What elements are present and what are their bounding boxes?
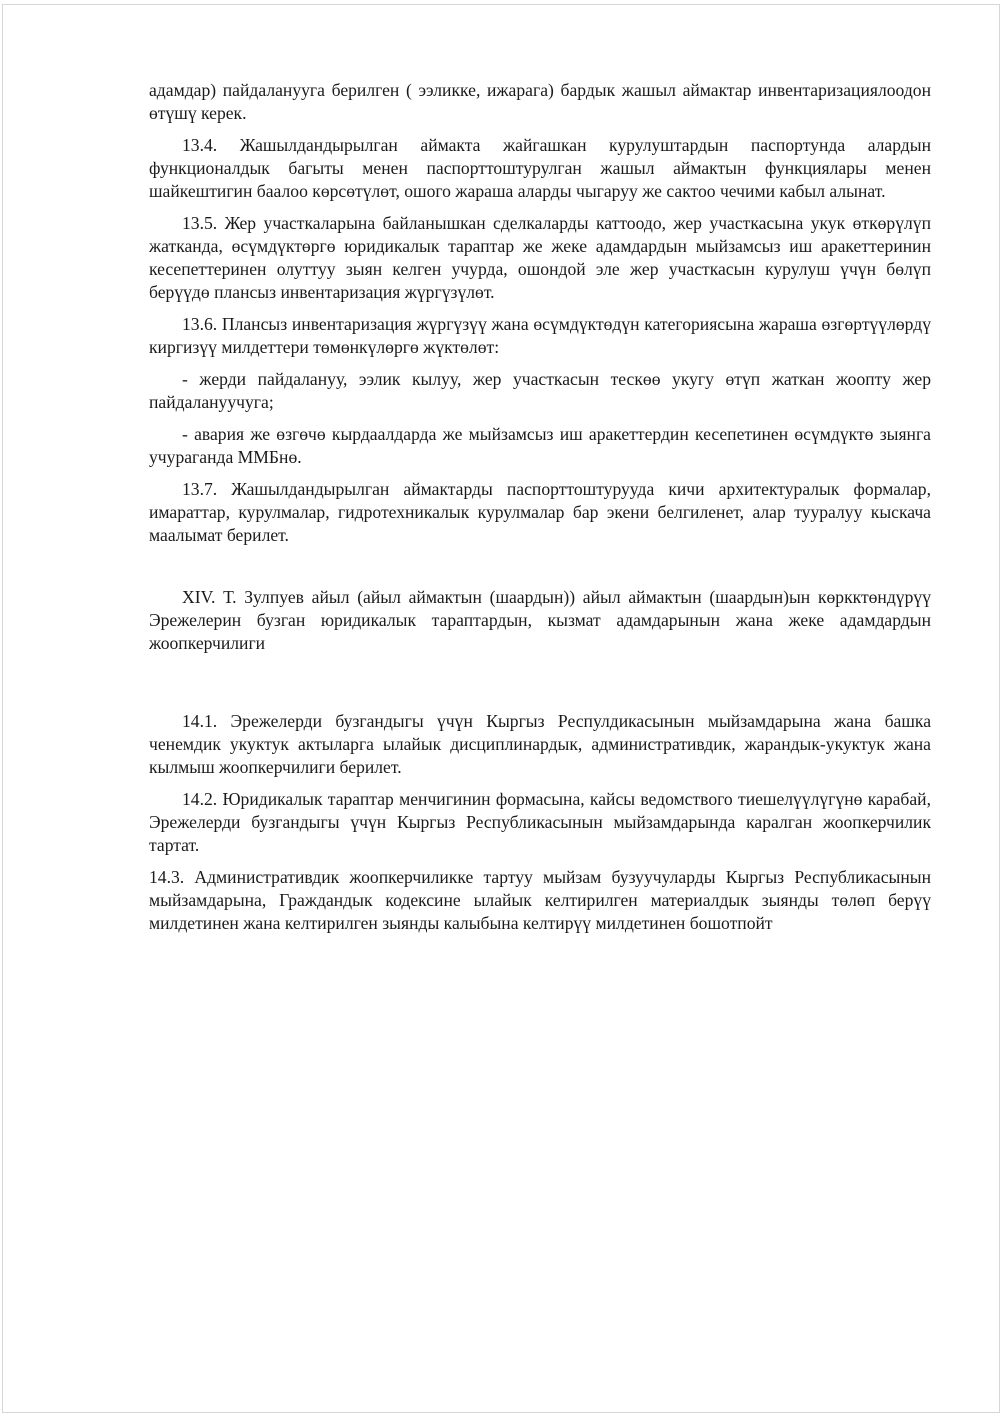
paragraph-continuation: адамдар) пайдаланууга берилген ( ээликке, ижарага) бардык жашыл аймактар инвентаризациялоодон өтүшү керек. bbox=[149, 80, 931, 123]
list-item-land-user: - жерди пайдалануу, ээлик кылуу, жер участкасын тескөө укугу өтүп жаткан жоопту жер пайдалануучуга; bbox=[149, 369, 931, 412]
section-heading-xiv: XIV. Т. Зулпуев айыл (айыл аймактын (шаардын)) айыл аймактын (шаардын)ын көркктөндүрүү Эрежелерин бузган юридикалык тараптардын, кызмат адамдарынын жана жеке адамдардын жоопкерчилиги bbox=[149, 587, 931, 653]
paragraph-14-3: 14.3. Административдик жоопкерчиликке тартуу мыйзам бузуучуларды Кыргыз Республикасынын мыйзамдарына, Граждандык кодексине ылайык келтирилген материалдык зыянды төлөп берүү милдетинен жана келтирилген зыянды калыбына келтирүү милдетинен бошотпойт bbox=[149, 867, 931, 933]
document-page bbox=[2, 4, 1000, 1413]
paragraph-13-4: 13.4. Жашылдандырылган аймакта жайгашкан курулуштардын паспортунда алардын функционалдык багыты менен паспорттоштурулган жашыл аймактын функциялары менен шайкештигин баалоо көрсөтүлөт, ошого жараша аларды чыгаруу же сактоо чечими кабыл алынат. bbox=[149, 135, 931, 201]
paragraph-14-1: 14.1. Эрежелерди бузгандыгы үчүн Кыргыз Респулдикасынын мыйзамдарына жана башка ченемдик укуктук актыларга ылайык дисциплинардык, административдик, жарандык-укуктук жана кылмыш жоопкерчилиги берилет. bbox=[149, 711, 931, 777]
paragraph-13-5: 13.5. Жер участкаларына байланышкан сделкаларды каттоодо, жер участкасына укук өткөрүлүп жатканда, өсүмдүктөргө юридикалык тараптар же жеке адамдардын мыйзамсыз иш аракеттеринин кесепеттеринен олуттуу зыян келген учурда, ошондой эле жер участкасын курулуш үчүн бөлүп берүүдө плансыз инвентаризация жүргүзүлөт. bbox=[149, 213, 931, 302]
document-body bbox=[149, 79, 931, 944]
paragraph-13-7: 13.7. Жашылдандырылган аймактарды паспорттоштурууда кичи архитектуралык формалар, имараттар, курулмалар, гидротехникалык курулмалар бар экени белгиленет, алар тууралуу кыскача маалымат берилет. bbox=[149, 479, 931, 545]
paragraph-14-2: 14.2. Юридикалык тараптар менчигинин формасына, кайсы ведомствого тиешелүүлүгүнө карабай, Эрежелерди бузгандыгы үчүн Кыргыз Республикасынын мыйзамдарында каралган жоопкерчилик тартат. bbox=[149, 789, 931, 855]
paragraph-13-6: 13.6. Плансыз инвентаризация жүргүзүү жана өсүмдүктөдүн категориясына жараша өзгөртүүлөрдү киргизүү милдеттери төмөнкүлөргө жүктөлөт: bbox=[149, 314, 931, 357]
list-item-emergency: - авария же өзгөчө кырдаалдарда же мыйзамсыз иш аракеттердин кесепетинен өсүмдүктө зыянга учураганда ММБнө. bbox=[149, 424, 931, 467]
